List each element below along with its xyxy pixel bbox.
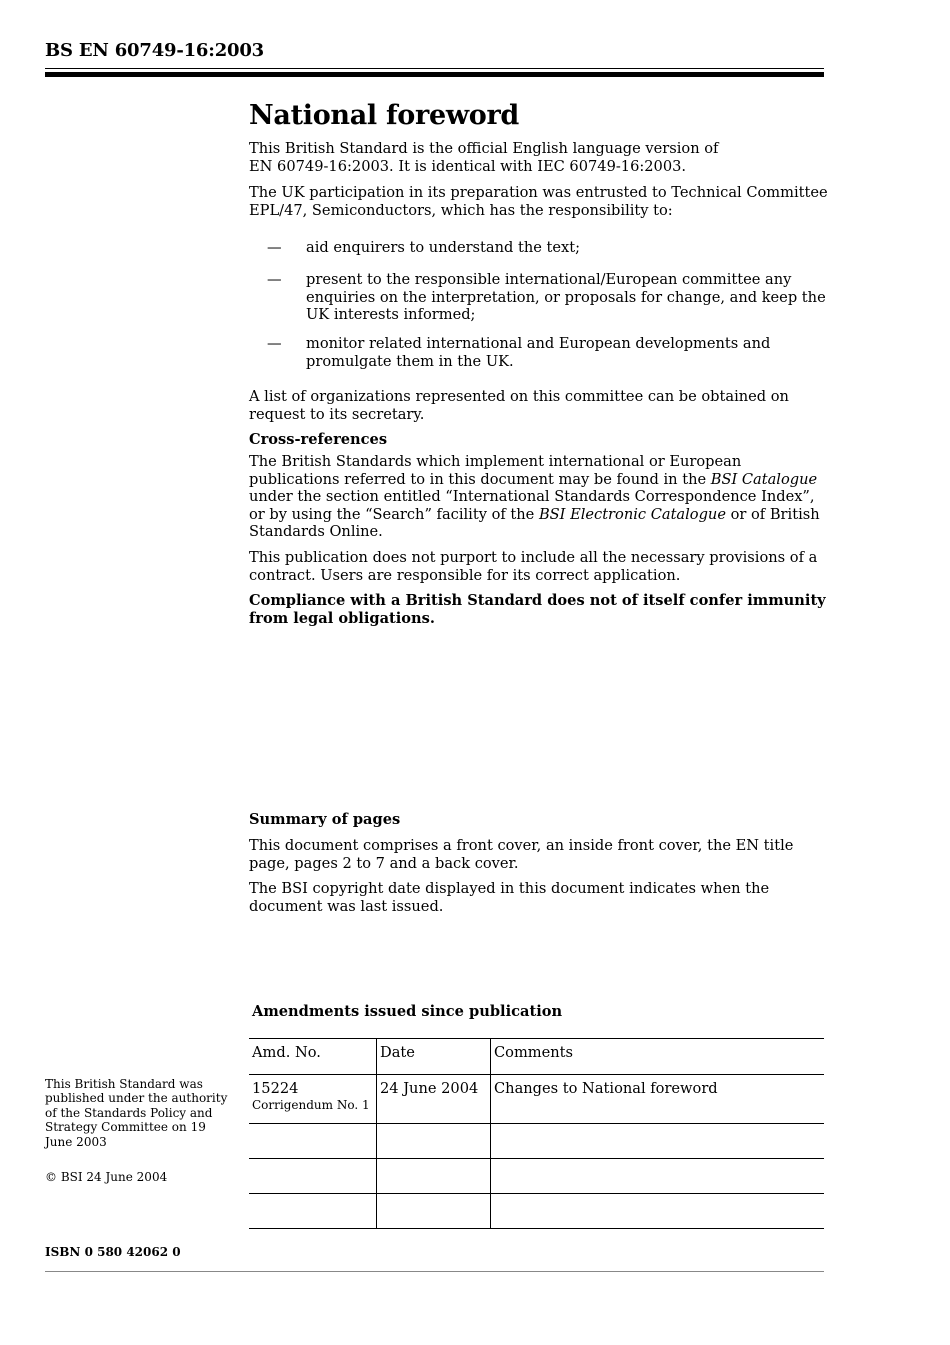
- intro-line-2: EN 60749-16:2003. It is identical with IEC 60749-16:2003.: [249, 157, 687, 175]
- empty-cell: [377, 1124, 491, 1159]
- table-row: [249, 1159, 824, 1194]
- summary-heading: Summary of pages: [249, 811, 401, 828]
- empty-cell: [249, 1194, 377, 1229]
- bsi-catalogue-title: BSI Catalogue: [710, 470, 818, 488]
- cross-ref-text: The British Standards which implement international or European publications referred to in this document may be found in the: [249, 453, 742, 488]
- cross-references-heading: Cross-references: [249, 431, 388, 448]
- bullet-item: aid enquirers to understand the text;: [306, 239, 581, 256]
- empty-cell: [491, 1159, 825, 1194]
- copyright-notice: © BSI 24 June 2004: [45, 1170, 168, 1184]
- bullet-dash: —: [267, 239, 282, 256]
- table-row: [249, 1194, 824, 1229]
- amd-no-cell: [249, 1075, 377, 1124]
- bullet-dash: —: [267, 271, 282, 288]
- header-comments: Comments: [491, 1039, 825, 1075]
- intro-paragraph: [249, 140, 839, 175]
- amendments-table: [249, 1038, 824, 1229]
- document-id: BS EN 60749-16:2003: [45, 40, 265, 61]
- footer-rule: [45, 1271, 824, 1272]
- header-date: Date: [377, 1039, 491, 1075]
- copyright-date-paragraph: The BSI copyright date displayed in this document indicates when the document was last issued.: [249, 880, 770, 915]
- empty-cell: [249, 1124, 377, 1159]
- amd-sub: Corrigendum No. 1: [252, 1097, 370, 1112]
- isbn: ISBN 0 580 42062 0: [45, 1245, 181, 1259]
- table-header-row: [249, 1039, 824, 1075]
- cross-references-paragraph: [249, 453, 829, 541]
- bullet-item: monitor related international and European developments and promulgate them in the UK.: [306, 335, 771, 370]
- header-rule-thin: [45, 68, 824, 69]
- publication-note: This British Standard was published under the authority of the Standards Policy and Strategy Committee on 19 June 2003: [45, 1077, 228, 1149]
- cross-ref-text: under the section entitled “International Standards Correspondence Index”, or by using the “Search” facility of the: [249, 488, 815, 523]
- amd-no: 15224: [252, 1080, 299, 1097]
- summary-paragraph: This document comprises a front cover, an inside front cover, the EN title page, pages 2 to 7 and a back cover.: [249, 837, 794, 872]
- empty-cell: [491, 1194, 825, 1229]
- empty-cell: [491, 1124, 825, 1159]
- page-title: National foreword: [249, 100, 519, 131]
- bullet-dash: —: [267, 335, 282, 352]
- bullet-item: present to the responsible international/European committee any enquiries on the interpretation, or proposals for change, and keep the UK interests informed;: [306, 271, 826, 324]
- date-cell: 24 June 2004: [377, 1075, 491, 1124]
- provisions-paragraph: This publication does not purport to include all the necessary provisions of a contract. Users are responsible for its correct application.: [249, 549, 818, 584]
- cross-ref-text: or of British Standards Online.: [249, 505, 820, 541]
- table-row: [249, 1124, 824, 1159]
- header-amd-no: Amd. No.: [249, 1039, 377, 1075]
- intro-line-1: This British Standard is the official English language version of: [249, 140, 719, 157]
- participation-paragraph: The UK participation in its preparation was entrusted to Technical Committee EPL/47, Semiconductors, which has the responsibility to:: [249, 184, 828, 219]
- amendments-title: Amendments issued since publication: [252, 1003, 563, 1020]
- compliance-paragraph: Compliance with a British Standard does not of itself confer immunity from legal obligations.: [249, 592, 826, 627]
- comments-cell: Changes to National foreword: [491, 1075, 825, 1124]
- table-row: [249, 1075, 824, 1124]
- empty-cell: [249, 1159, 377, 1194]
- organizations-paragraph: A list of organizations represented on this committee can be obtained on request to its secretary.: [249, 388, 789, 423]
- empty-cell: [377, 1194, 491, 1229]
- bsi-electronic-catalogue-title: BSI Electronic Catalogue: [538, 505, 726, 523]
- header-rule-thick: [45, 72, 824, 77]
- empty-cell: [377, 1159, 491, 1194]
